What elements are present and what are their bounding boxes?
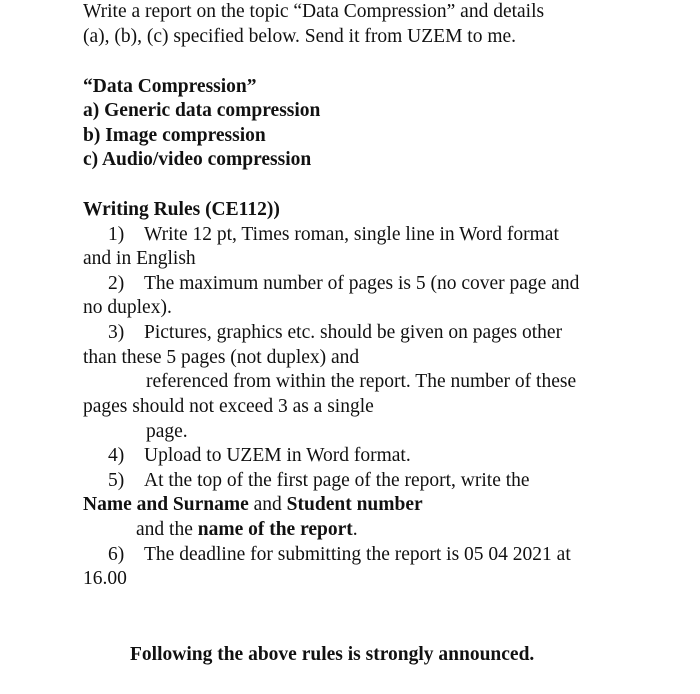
topic-item-c: c) Audio/video compression xyxy=(83,149,312,170)
rule-5 xyxy=(108,469,530,493)
rule-6-number: 6) xyxy=(108,544,125,565)
rule-5-and: and xyxy=(248,494,287,515)
rule-1-text: Write 12 pt, Times roman, single line in Word format xyxy=(144,224,559,245)
footer-note: Following the above rules is strongly announced. xyxy=(130,644,535,665)
rule-6-text: The deadline for submitting the report is 05 04 2021 at xyxy=(144,544,571,565)
rule-3-cont-2: referenced from within the report. The number of these xyxy=(146,371,577,392)
topic-item-a: a) Generic data compression xyxy=(83,100,321,121)
rule-3 xyxy=(108,321,562,345)
rule-2-number: 2) xyxy=(108,273,125,294)
rule-4 xyxy=(108,444,411,468)
rule-1-cont: and in English xyxy=(83,248,196,269)
rule-5-period: . xyxy=(352,519,358,540)
rule-2-text: The maximum number of pages is 5 (no cover page and xyxy=(144,273,580,294)
rule-4-text: Upload to UZEM in Word format. xyxy=(144,445,411,466)
rule-1 xyxy=(108,223,559,247)
intro-line-1: Write a report on the topic “Data Compression” and details xyxy=(83,1,545,22)
rule-5-student-number: Student number xyxy=(286,494,423,515)
rule-5-number: 5) xyxy=(108,470,125,491)
rule-5-cont-2 xyxy=(136,518,358,542)
rule-6 xyxy=(108,543,571,567)
rules-heading: Writing Rules (CE112)) xyxy=(83,199,280,220)
rule-5-text: At the top of the first page of the report, write the xyxy=(144,470,530,491)
rule-2 xyxy=(108,272,579,296)
rule-5-cont-1 xyxy=(83,493,423,517)
rule-3-cont-3: pages should not exceed 3 as a single xyxy=(83,396,374,417)
rule-6-cont: 16.00 xyxy=(83,568,127,589)
rule-3-cont-1: than these 5 pages (not duplex) and xyxy=(83,347,360,368)
rule-5-report-name: name of the report xyxy=(197,519,353,540)
topic-item-b: b) Image compression xyxy=(83,125,266,146)
topic-title: “Data Compression” xyxy=(83,76,257,97)
rule-4-number: 4) xyxy=(108,445,125,466)
rule-2-cont: no duplex). xyxy=(83,297,172,318)
rule-3-number: 3) xyxy=(108,322,125,343)
rule-5-and-the: and the xyxy=(136,519,198,540)
rule-3-text: Pictures, graphics etc. should be given on pages other xyxy=(144,322,563,343)
rule-1-number: 1) xyxy=(108,224,125,245)
rule-5-name-surname: Name and Surname xyxy=(83,494,249,515)
intro-line-2: (a), (b), (c) specified below. Send it from UZEM to me. xyxy=(83,26,517,47)
rule-3-cont-4: page. xyxy=(146,421,188,442)
